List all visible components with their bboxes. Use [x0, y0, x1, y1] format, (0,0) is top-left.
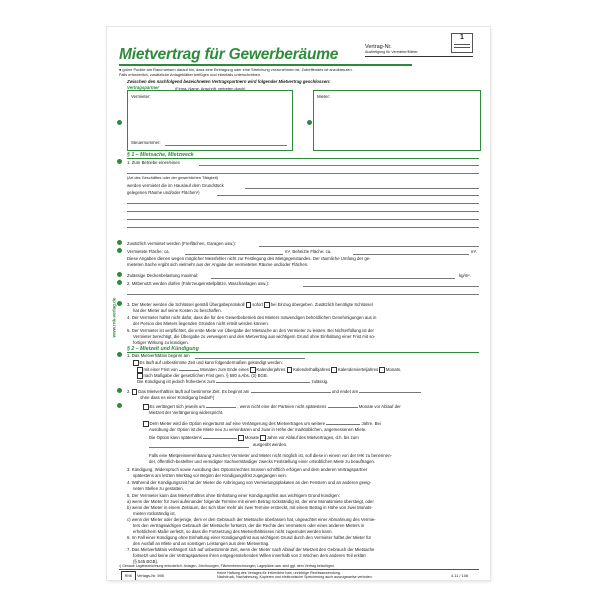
required-dot	[117, 248, 122, 253]
parties-label: Vertragspartner	[127, 85, 160, 90]
s2-opt-c-c: Monate vor Ablauf der	[358, 404, 401, 409]
bei-einzug-label: bei Einzug übergeben. Zusätzlich benötigte Schlüssel	[270, 302, 373, 307]
sofort-label: sofort	[252, 302, 263, 307]
s2-opt-e2: ausgeübt werden.	[253, 442, 288, 447]
verlag-number: Verlags-Nr. 598	[137, 573, 164, 578]
s2-item7-c: (§ 545 BGB).	[133, 559, 159, 564]
s2-opt-b2: ohne dass es einer Kündigung bedarf¹)	[140, 395, 215, 400]
shared-use-field[interactable]	[303, 286, 479, 287]
s1-line-f: mieteten Sache ergibt sich vielmehr aus der Angabe der vermieteten Räume und/oder Flächen.	[127, 262, 309, 267]
s1-item5-b: Vermieter berechtigt, die Übergabe zu verweigern und den Mietvertrag aus wichtigem Grund ohne Einhaltung einer Frist mit so-	[133, 334, 376, 339]
s2-opt-a1b: Monaten zum Ende eines	[200, 367, 249, 372]
business-type-field-2[interactable]	[127, 173, 479, 174]
rooms-field-2[interactable]	[127, 203, 479, 204]
s2-para-b: der, öffentlich-bestellter und vereidigter Sachverständiger zwecks Feststellung einer ortsüblichen Miete zu beauftragen.	[149, 459, 376, 464]
s2-para-a: Falls eine Mietpreisvereinbarung zwischen Vermieter und Mieter nicht möglich ist, soll diese in einem von der IHK zu benennen-	[149, 453, 392, 458]
required-dot	[117, 403, 122, 408]
s2-opt-a3b: zulässig.	[311, 379, 329, 384]
s1-item5-c: fortiger Wirkung zu kündigen.	[133, 340, 189, 345]
required-dot	[117, 301, 122, 306]
s2-opt-a2-text: nach Maßgabe der gesetzlichen Frist gem. § 580 a Abs. (2) BGB.	[143, 373, 268, 378]
s2-opt-e-text: Die Option kann spätestens	[149, 435, 202, 440]
vermieter-box[interactable]	[127, 90, 293, 151]
s1-line-g-unit: kg/m².	[459, 273, 471, 278]
required-dot	[117, 272, 122, 277]
option-monate-checkbox[interactable]	[238, 435, 244, 441]
required-dot	[117, 352, 122, 357]
s2-opt-d-b: Jahre. Bei	[361, 421, 381, 426]
s1-line-g: Zulässige Deckenbelastung maximal:	[127, 273, 199, 278]
kalendervierteljahr-label: Kalendervierteljahres	[337, 367, 379, 372]
option-date-field[interactable]	[149, 447, 249, 448]
heated-area-field[interactable]	[353, 254, 469, 255]
s2-item5: 5. Der Vermieter kann das Mietverhältnis ohne Einhaltung einer Kündigungsfrist aus wichtigem Grund kündigen:	[127, 493, 340, 498]
kalendervierteljahr-checkbox[interactable]	[331, 367, 337, 373]
s2-item4: 4. Während der Kündigungszeit hat der Mieter die Anbringung von Vermietungsplakaten an den Fenstern und an anderen geeig-	[127, 480, 372, 485]
required-dot	[117, 120, 122, 125]
rooms-field-5[interactable]	[127, 227, 479, 228]
s1-item1: 1. Zum Betriebe einer/eines	[127, 160, 180, 165]
note-green-dots: ● grüne Punkte am Rand weisen darauf hin, dass eine Eintragung oder eine Streichung vorzunehmen ist. Zutreffendes ist anzukreuzen.	[119, 67, 353, 72]
s2-opt-c-text: Es verlängert sich jeweils um	[149, 404, 205, 409]
monat-label: Monats.	[385, 367, 402, 372]
s1-line-e: Diese Angaben dienen wegen möglicher Messfehler nicht zur Festlegung des Mietgegenstandes. Der räumliche Umfang der ge-	[127, 256, 371, 261]
s2-opt-c2: Mietzeit der Verlängerung widerspricht.	[149, 410, 224, 415]
s2-opt-a1	[137, 367, 401, 373]
s2-item2-num: 2.	[127, 389, 131, 394]
option-jahre-label: Jahre vor Ablauf des Mietvertrages, d.h. bis zum	[266, 435, 359, 440]
rnk-logo: RNK	[121, 571, 136, 580]
s2-item3: 3. Kündigung, Widerspruch sowie Ausübung des Optionsrechtes müssen schriftlich erfolgen und dem anderen Vertragspartner	[127, 467, 368, 472]
gesetzlich-checkbox[interactable]	[137, 373, 143, 379]
section-1-title: § 1 – Mietsache, Mietzweck	[127, 152, 194, 158]
s1-item5: 5. Der Vermieter ist verpflichtet, die erste Miete vor Übergabe der Mietsache an den Vermieter zu leisten. Bei Nichterfüllung ist der	[127, 328, 374, 333]
contract-number-label: Vertrag-Nr.	[365, 44, 392, 50]
s1-line-d-unit2: m².	[471, 249, 478, 254]
area-field[interactable]	[185, 254, 283, 255]
s2-item5-a: a) wenn der Mieter für zwei aufeinander folgende Termine mit einem Betrag rückständig ist, der eine Monatsmiete übersteigt, oder	[127, 499, 374, 504]
required-dot	[117, 159, 122, 164]
publisher-url: www.rnk-verlag.de	[111, 297, 117, 338]
copy-number-icon	[451, 33, 473, 53]
s2-opt-d2: Ausübung der Option ist die Miete neu zu vereinbaren und zwar in Höhe der marktüblichen, angemessenen Miete.	[149, 427, 367, 432]
s2-opt-a1-text: mit einer Frist von	[143, 367, 178, 372]
s1-line-a: werden vermietet die im Haus/auf dem Grundstück	[127, 183, 224, 188]
frist-months-field[interactable]	[179, 370, 199, 371]
option-monate-label: Monate	[244, 435, 260, 440]
kalenderhalbjahr-checkbox[interactable]	[287, 367, 293, 373]
shared-use-field-2[interactable]	[127, 294, 479, 295]
contract-page	[107, 27, 490, 580]
sofort-checkbox[interactable]	[246, 302, 252, 308]
s1-line-d: Vermietete Fläche: ca.	[127, 249, 170, 254]
parties-heading: Zwischen den nachfolgend bezeichneten Vertragspartnern wird folgender Mietvertrag geschlossen:	[127, 79, 331, 84]
s1-item4-b: der Person des Mieters liegenden Gründen nicht erteilt werden können.	[133, 321, 269, 326]
s2-item6-b: den Ausfall an Miete und an sonstigen Leistungen aus dem Mietvertrag.	[133, 541, 270, 546]
frist-checkbox[interactable]	[137, 367, 143, 373]
s2-opt-a	[133, 360, 283, 366]
objection-months-field[interactable]	[328, 407, 358, 408]
unbestimmt-checkbox[interactable]	[133, 360, 139, 366]
s2-item5-b: b) wenn der Mieter in einem Zeitraum, der sich über mehr als zwei Termine erstreckt, mit einem Betrag in Höhe von zwei Monats-	[127, 505, 373, 510]
s2-opt-a3-text: Die Kündigung ist jedoch frühestens zum	[137, 379, 216, 384]
required-dot	[117, 388, 122, 393]
rooms-field-3[interactable]	[127, 211, 479, 212]
s1-line-h: 2. Mitbenutzt werden dürfen (Fahrzeugeinstellplätze, Waschanlagen usw.):	[127, 281, 269, 286]
s1-line-b: gelegenen Räume und/oder Flächen¹)	[127, 190, 200, 195]
s2-opt-a2	[137, 373, 268, 379]
option-checkbox[interactable]	[143, 421, 149, 427]
s2-opt-d-text: Dem Mieter wird die Option eingeräumt auf eine Verlängerung des Mietvertrages um weitere	[149, 421, 326, 426]
s2-opt-b: Das Mietverhältnis läuft auf bestimmte Zeit. Es beginnt am	[138, 389, 250, 394]
bestimmt-checkbox[interactable]	[132, 389, 138, 395]
load-field[interactable]	[211, 278, 455, 279]
s2-item1: 1. Das Mietverhältnis beginnt am	[127, 353, 190, 358]
s2-opt-a3	[137, 379, 328, 384]
verlaengerung-checkbox[interactable]	[143, 404, 149, 410]
s1-line-d-unit: m². Beheizte Fläche: ca.	[285, 249, 332, 254]
rooms-field[interactable]	[217, 195, 479, 196]
contract-number-field[interactable]	[365, 56, 473, 57]
page-code: 4.11 / 106	[451, 573, 469, 578]
required-dot	[117, 240, 122, 245]
section-1-rule	[127, 158, 479, 159]
bei-einzug-checkbox[interactable]	[264, 302, 270, 308]
s2-item5-c2: ters den vertragswidrigen Gebrauch der Mietsache fortsetzt, der die Rechte des Vermieters oder eines anderen Mieters in	[133, 523, 365, 528]
business-type-field[interactable]	[199, 165, 479, 166]
footnote: ¹) Genaue Lagebezeichnung erforderlich. Anlagen, Zeichnungen, Flächenberechnungen, Lagepläne usw. sind ggf. dem Vertrag beizufügen.	[119, 564, 335, 568]
rooms-field-4[interactable]	[127, 219, 479, 220]
kalenderhalbjahr-label: Kalenderhalbjahres	[293, 367, 331, 372]
kalenderjahr-checkbox[interactable]	[250, 367, 256, 373]
steuernummer-field[interactable]	[165, 145, 287, 146]
liability-note: Keine Haftung des Verlages für irrtümliche bzw. unrichtige Rechtsanwendung.	[217, 571, 341, 575]
s2-item5-c: c) wenn der Mieter oder derjenige, dem er den Gebrauch der Mietsache überlassen hat, ungeachtet einer Abmahnung des Vermie-	[127, 517, 376, 522]
earliest-date-field[interactable]	[216, 382, 310, 383]
s2-item6: 6. Im Fall einer Kündigung ohne Einhaltung einer Kündigungsfrist aus wichtigem Grund durch den Vermieter haftet der Mieter für	[127, 535, 372, 540]
option-deadline-field[interactable]	[203, 438, 237, 439]
monat-checkbox[interactable]	[379, 367, 385, 373]
fixed-end-field[interactable]	[359, 392, 421, 393]
copyright-note: Nachdruck, Nachahmung, Kopieren und elektronische Speicherung auch auszugsweise verboten.	[217, 575, 373, 579]
title-rule	[119, 64, 412, 66]
vermieter-label: Vermieter:	[131, 94, 151, 99]
start-date-field[interactable]	[195, 358, 305, 359]
s1-line-c: Zusätzlich vermietet werden (Freiflächen, Garagen usw.):	[127, 241, 236, 246]
s1-item4: 4. Der Vermieter haftet nicht dafür, dass die für den Gewerbebetrieb des Mieters notwendigen behördlichen Genehmigungen aus in	[127, 315, 377, 320]
s2-opt-c-b: , wenn nicht eine der Parteien nicht spätestens	[237, 404, 327, 409]
s2-item3-b: spätestens am letzten Werktag vor Beginn der Kündigungsfrist zugegangen sein.	[133, 473, 287, 478]
s2-opt-b-end: und endet am	[331, 389, 359, 394]
s2-opt-e	[149, 435, 359, 441]
s2-item4-b: neten Stellen zu gestatten.	[133, 486, 184, 491]
parties-sub: (Firma, Name, Anschrift, vertreten durch)	[175, 85, 246, 91]
s2-item7-b: fortsetzt und keine der Vertragsparteien ihren entgegenstehenden Willen innerhalb von 2 Wochen dem anderen Teil erklärt	[133, 553, 366, 558]
s2-opt-c	[143, 404, 401, 410]
required-dot	[307, 120, 312, 125]
steuernummer-label: Steuernummer:	[131, 140, 161, 145]
mieter-label: Mieter:	[317, 94, 331, 99]
s2-opt-d	[143, 421, 381, 427]
s2-item7: 7. Das Mietverhältnis verlängert sich auf unbestimmte Zeit, wenn der Mieter nach Ablauf der Mietzeit den Gebrauch der Mietsache	[127, 547, 375, 552]
extension-field[interactable]	[206, 407, 236, 408]
required-dot	[117, 280, 122, 285]
s2-item2	[127, 389, 421, 395]
s1-item3-b: hat der Mieter auf seine Kosten zu beschaffen.	[133, 308, 222, 313]
s1-hint: (Art des Geschäftes oder der gewerblichen Tätigkeit)	[127, 175, 218, 180]
footer-rule	[119, 569, 479, 570]
option-jahre-checkbox[interactable]	[260, 435, 266, 441]
s1-item3-text: 3. Der Mieter werden die Schlüssel gemäß Übergabeprotokoll	[127, 302, 245, 307]
s1-item3	[127, 302, 373, 308]
s2-opt-a-text: Es läuft auf unbestimmte Zeit und kann folgendermaßen gekündigt werden:	[139, 360, 283, 365]
additional-field[interactable]	[259, 246, 479, 247]
option-years-field[interactable]	[326, 424, 360, 425]
kalenderjahr-label: Kalenderjahres	[256, 367, 286, 372]
section-2-title: § 2 – Mietzeit und Kündigung	[127, 346, 199, 352]
icon-line	[454, 47, 470, 48]
mieter-box[interactable]	[313, 90, 481, 151]
fixed-start-field[interactable]	[251, 392, 331, 393]
property-field[interactable]	[245, 188, 479, 189]
copy-number: 1	[460, 34, 464, 41]
note-attachments: Falls erforderlich, zusätzliche Anlageblätter beifügen und ebenfalls unterschreiben.	[119, 72, 262, 77]
icon-line	[454, 44, 470, 45]
page-title: Mietvertrag für Gewerberäume	[119, 46, 339, 63]
contract-copy-label: Ausfertigung für Vermieter/Mieter	[365, 50, 418, 54]
s2-item5-b2: mieten rückständig ist,	[133, 511, 176, 516]
s2-item5-c3: erheblichem Maße verletzt, so dass die Fortsetzung des Mietverhältnisses nicht zugemutet werden kann.	[133, 529, 333, 534]
